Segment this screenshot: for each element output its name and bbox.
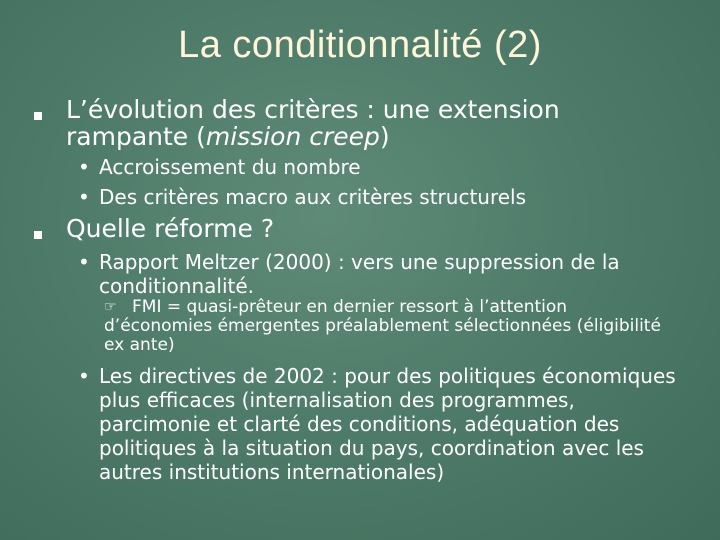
sub-bullet-text: Des critères macro aux critères structurels [99,185,527,209]
pointing-hand-icon: ☞ [104,299,117,315]
bullet-italic-term: mission creep [205,122,380,151]
dot-bullet-icon: • [78,185,90,209]
sub-bullet-criteres [78,185,678,209]
detail-fmi [104,298,679,355]
sub-bullet-accroissement [78,155,678,179]
sub-bullet-text: Les directives de 2002 : pour des politiques économiques plus efficaces (internalisation des programmes, parcimonie et clarté des conditions, adéquation des politiques à la situation du pays, coordination avec les autres institutions internationales) [99,364,676,484]
dot-bullet-icon: • [78,250,90,274]
sub-bullet-text: Rapport Meltzer (2000) : vers une suppression de la conditionnalité. [99,250,620,298]
sub-bullet-meltzer [78,250,678,298]
bullet-text-end: ) [379,122,390,151]
dot-bullet-icon: • [78,155,90,179]
square-bullet-icon [34,112,42,120]
bullet-quelle-reforme: Quelle réforme ? [66,214,275,243]
detail-text: FMI = quasi-prêteur en dernier ressort à l’attention d’économies émergentes préalablement sélectionnées (éligibilité ex ante) [104,297,661,355]
dot-bullet-icon: • [78,364,90,388]
slide-title: La conditionnalité (2) [178,24,542,66]
sub-bullet-text: Accroissement du nombre [99,155,361,179]
bullet-text: L’évolution des critères : une extension rampante ( [66,95,560,151]
bullet-evolution-criteres [66,96,656,150]
sub-bullet-directives [78,364,678,484]
square-bullet-icon [34,231,42,239]
